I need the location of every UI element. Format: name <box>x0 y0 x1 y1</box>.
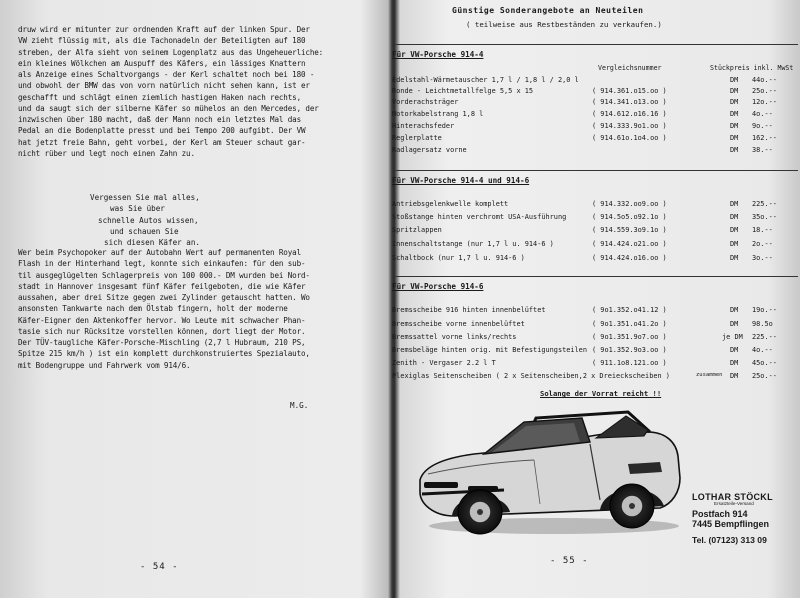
text-line: nicht rüber und legt noch einen Zahn zu. <box>18 148 195 158</box>
currency: DM <box>730 359 739 367</box>
column-header-price: Stückpreis inkl. MwSt <box>710 64 794 72</box>
currency: je DM <box>722 333 743 341</box>
part-number: ( 914.361.o15.oo ) <box>592 87 667 95</box>
page-number-right: - 55 - <box>550 556 589 566</box>
text-line: Der TÜV-taugliche Käfer-Porsche-Mischling (2,7 l Hubraum, 210 PS, <box>18 338 306 347</box>
price: 4o.-- <box>752 110 773 118</box>
part-number: ( 9o1.352.9o3.oo ) <box>592 346 667 354</box>
part-description: Spritzlappen <box>392 226 442 234</box>
section-heading-914-6: Für VW-Porsche 914-6 <box>392 282 484 291</box>
part-description: Plexiglas Seitenscheiben ( 2 x Seitenscheiben,2 x Dreieckscheiben ) <box>392 372 670 380</box>
part-description: Antriebsgelenkwelle komplett <box>392 200 509 208</box>
text-line: Flash in der Hinterhand legt, konnte sich einkaufen: für den sub- <box>18 259 306 269</box>
article-paragraph-1 <box>18 24 358 159</box>
currency: DM <box>730 372 739 380</box>
part-number: ( 914.559.3o9.1o ) <box>592 226 667 234</box>
currency: DM <box>730 98 739 106</box>
part-number: ( 9o1.351.9o7.oo ) <box>592 333 667 341</box>
table-row <box>392 306 800 316</box>
price: 38.-- <box>752 146 773 154</box>
part-number: ( 914.332.oo9.oo ) <box>592 200 667 208</box>
dealer-tagline: Ersatzteile-Versand <box>714 501 754 506</box>
price-note: zusammen <box>696 372 723 378</box>
part-number: ( 914.341.o13.oo ) <box>592 98 667 106</box>
dealer-street: Postfach 914 <box>692 509 748 519</box>
text-line: Pedal an die Bodenplatte presst und bei Tempo 200 aufgibt. Der VW <box>18 126 306 136</box>
text-line: ein kleines Wölkchen am Auspuff des Käfers, ein lässiges Knattern <box>18 58 306 68</box>
price: 3o.-- <box>752 254 773 262</box>
currency: DM <box>730 87 739 95</box>
right-page <box>392 0 800 598</box>
part-description: Bremssattel vorne links/rechts <box>392 333 517 341</box>
poem-line: und schauen Sie <box>110 226 179 236</box>
price: 2o.-- <box>752 240 773 248</box>
offer-subtitle: ( teilweise aus Restbeständen zu verkaufen.) <box>466 20 662 29</box>
text-line: geschafft und schlägt einen ziemlich hastigen Haken nach rechts, <box>18 92 301 102</box>
part-description: Schaltbock (nur 1,7 l u. 914-6 ) <box>392 254 525 262</box>
table-row <box>392 346 800 356</box>
text-line: aussahen, aber drei Sitze gegen zwei Zylinder getauscht hatten. Wo <box>18 293 310 302</box>
currency: DM <box>730 254 739 262</box>
poem-line: sich diesen Käfer an. <box>104 238 201 247</box>
currency: DM <box>730 76 739 84</box>
dealer-stamp <box>692 492 800 545</box>
part-description: Stoßstange hinten verchromt USA-Ausführung <box>392 213 567 221</box>
price: 12o.-- <box>752 98 777 106</box>
part-description: Innenschaltstange (nur 1,7 l u. 914-6 ) <box>392 240 554 248</box>
currency: DM <box>730 306 739 314</box>
porsche-914-illustration <box>414 408 684 536</box>
page-number-left: - 54 - <box>140 562 179 572</box>
currency: DM <box>730 146 739 154</box>
part-number: ( 914.5o5.o92.1o ) <box>592 213 667 221</box>
table-row <box>392 87 800 97</box>
text-line: mit Bodengruppe und Fahrwerk vom 914/6. <box>18 360 191 370</box>
part-description: Radlagersatz vorne <box>392 146 467 154</box>
article-paragraph-2 <box>18 247 358 371</box>
text-line: Käfer-Eigner den Aktenkoffer hervor. Wo Leute mit schwacher Phan- <box>18 315 306 325</box>
price: 35o.-- <box>752 213 777 221</box>
part-description: Reglerplatte <box>392 134 442 142</box>
text-line: til ausgeglügelten Schlagerpreis von 100 000.- DM wurden bei Nord- <box>18 270 310 280</box>
table-row <box>392 122 800 132</box>
dealer-city: 7445 Bempflingen <box>692 518 770 529</box>
section-divider <box>392 44 798 45</box>
part-description: Hinterachsfeder <box>392 122 455 130</box>
part-description: Bremsscheibe vorne innenbelüftet <box>392 320 525 328</box>
text-line: und da saugt sich der silberne Käfer so mühelos an den Mercedes, der <box>18 103 319 113</box>
table-row <box>392 134 800 144</box>
currency: DM <box>730 320 739 328</box>
part-description: Motorkabelstrang 1,8 l <box>392 110 484 118</box>
section-heading-914-4: Für VW-Porsche 914-4 <box>392 50 484 59</box>
text-line: Spitze 215 km/h ) ist ein komplett durchkonstruiertes Spezialauto, <box>18 349 310 359</box>
author-signature: M.G. <box>290 401 309 410</box>
table-row <box>392 240 800 250</box>
column-header-number: Vergleichsnummer <box>598 64 662 72</box>
part-number: ( 9o1.351.o41.2o ) <box>592 320 667 328</box>
part-description: Edelstahl-Wärmetauscher 1,7 l / 1,8 l / 2,0 l <box>392 76 579 84</box>
table-row <box>392 320 800 330</box>
price: 162.-- <box>752 134 777 142</box>
section-divider <box>392 276 798 277</box>
price: 9o.-- <box>752 122 773 130</box>
part-number: ( 911.1o8.121.oo ) <box>592 359 667 367</box>
text-line: streben, der Alfa sieht von seinem Logenplatz aus das Ungeheuerliche: <box>18 47 324 57</box>
part-number: ( 914.61o.1o4.oo ) <box>592 134 667 142</box>
table-row <box>392 98 800 108</box>
price: 225.-- <box>752 200 777 208</box>
currency: DM <box>730 200 739 208</box>
part-description: Vorderachsträger <box>392 98 459 106</box>
while-stocks-last: Solange der Vorrat reicht !! <box>540 389 662 398</box>
part-number: ( 9o1.352.o41.12 ) <box>592 306 667 314</box>
currency: DM <box>730 240 739 248</box>
table-row <box>392 372 800 382</box>
section-divider <box>392 170 798 171</box>
table-row <box>392 200 800 210</box>
left-page <box>0 0 386 598</box>
offer-title: Günstige Sonderangebote an Neuteilen <box>452 6 644 15</box>
table-row <box>392 110 800 120</box>
text-line: ansonsten Tankwarte nach dem Ölstab fingern, holt der moderne <box>18 304 288 314</box>
currency: DM <box>730 346 739 354</box>
price: 19o.-- <box>752 306 777 314</box>
part-number: ( 914.612.o16.16 ) <box>592 110 667 118</box>
price: 18.-- <box>752 226 773 234</box>
table-row <box>392 213 800 223</box>
part-description: Zenith - Vergaser 2.2 l T <box>392 359 496 367</box>
text-line: druw wird er mitunter zur ordnenden Kraft auf der linken Spur. Der <box>18 25 310 34</box>
poem-line: was Sie über <box>110 204 165 214</box>
poem-line: Vergessen Sie mal alles, <box>90 193 200 202</box>
table-row <box>392 76 800 86</box>
currency: DM <box>730 213 739 221</box>
text-line: hat jetzt freie Bahn, geht vorbei, der Kerl am Steuer schaut gar- <box>18 137 306 147</box>
price: 98.5o <box>752 320 773 328</box>
text-line: als Anzeige eines Schaltvorgangs - der Kerl schaltet noch bei 180 - <box>18 70 315 79</box>
currency: DM <box>730 134 739 142</box>
text-line: tasie sich nur Rücksitze vorstellen können, dort liegt der Motor. <box>18 326 306 336</box>
text-line: und obwohl der BMW das von vorn natürlich nicht sehen kann, ist er <box>18 81 310 91</box>
text-line: Wer beim Psychopoker auf der Autobahn Wert auf permanenten Royal <box>18 248 301 257</box>
text-line: VW zieht flüssig mit, als die Tachonadeln der Beteiligten auf 180 <box>18 36 306 46</box>
part-description: Bremsbeläge hinten orig. mit Befestigungsteilen <box>392 346 587 354</box>
price: 25o.-- <box>752 372 777 380</box>
currency: DM <box>730 122 739 130</box>
part-number: ( 914.424.o16.oo ) <box>592 254 667 262</box>
currency: DM <box>730 226 739 234</box>
currency: DM <box>730 110 739 118</box>
dealer-phone: Tel. (07123) 313 09 <box>692 535 767 545</box>
dealer-name: LOTHAR STÖCKL <box>692 492 773 502</box>
table-row <box>392 359 800 369</box>
part-number: ( 914.424.o21.oo ) <box>592 240 667 248</box>
price: 45o.-- <box>752 359 777 367</box>
table-row <box>392 254 800 264</box>
price: 225.-- <box>752 333 777 341</box>
table-row <box>392 146 800 156</box>
part-number: ( 914.333.9o1.oo ) <box>592 122 667 130</box>
text-line: stadt in Hannover insgesamt fünf Käfer feilgeboten, die wie Käfer <box>18 281 306 291</box>
price: 25o.-- <box>752 87 777 95</box>
text-line: inzwischen über 180 macht, daß der Mann noch ein letztes Mal das <box>18 115 301 124</box>
table-row <box>392 333 800 343</box>
article-poem <box>18 192 358 248</box>
price: 4o.-- <box>752 346 773 354</box>
part-description: Ronde - Leichtmetallfelge 5,5 x 15 <box>392 87 534 95</box>
section-heading-914-4-914-6: Für VW-Porsche 914-4 und 914-6 <box>392 176 530 185</box>
table-row <box>392 226 800 236</box>
part-description: Bremsscheibe 916 hinten innenbelüftet <box>392 306 546 314</box>
price: 44o.-- <box>752 76 777 84</box>
poem-line: schnelle Autos wissen, <box>98 215 199 225</box>
